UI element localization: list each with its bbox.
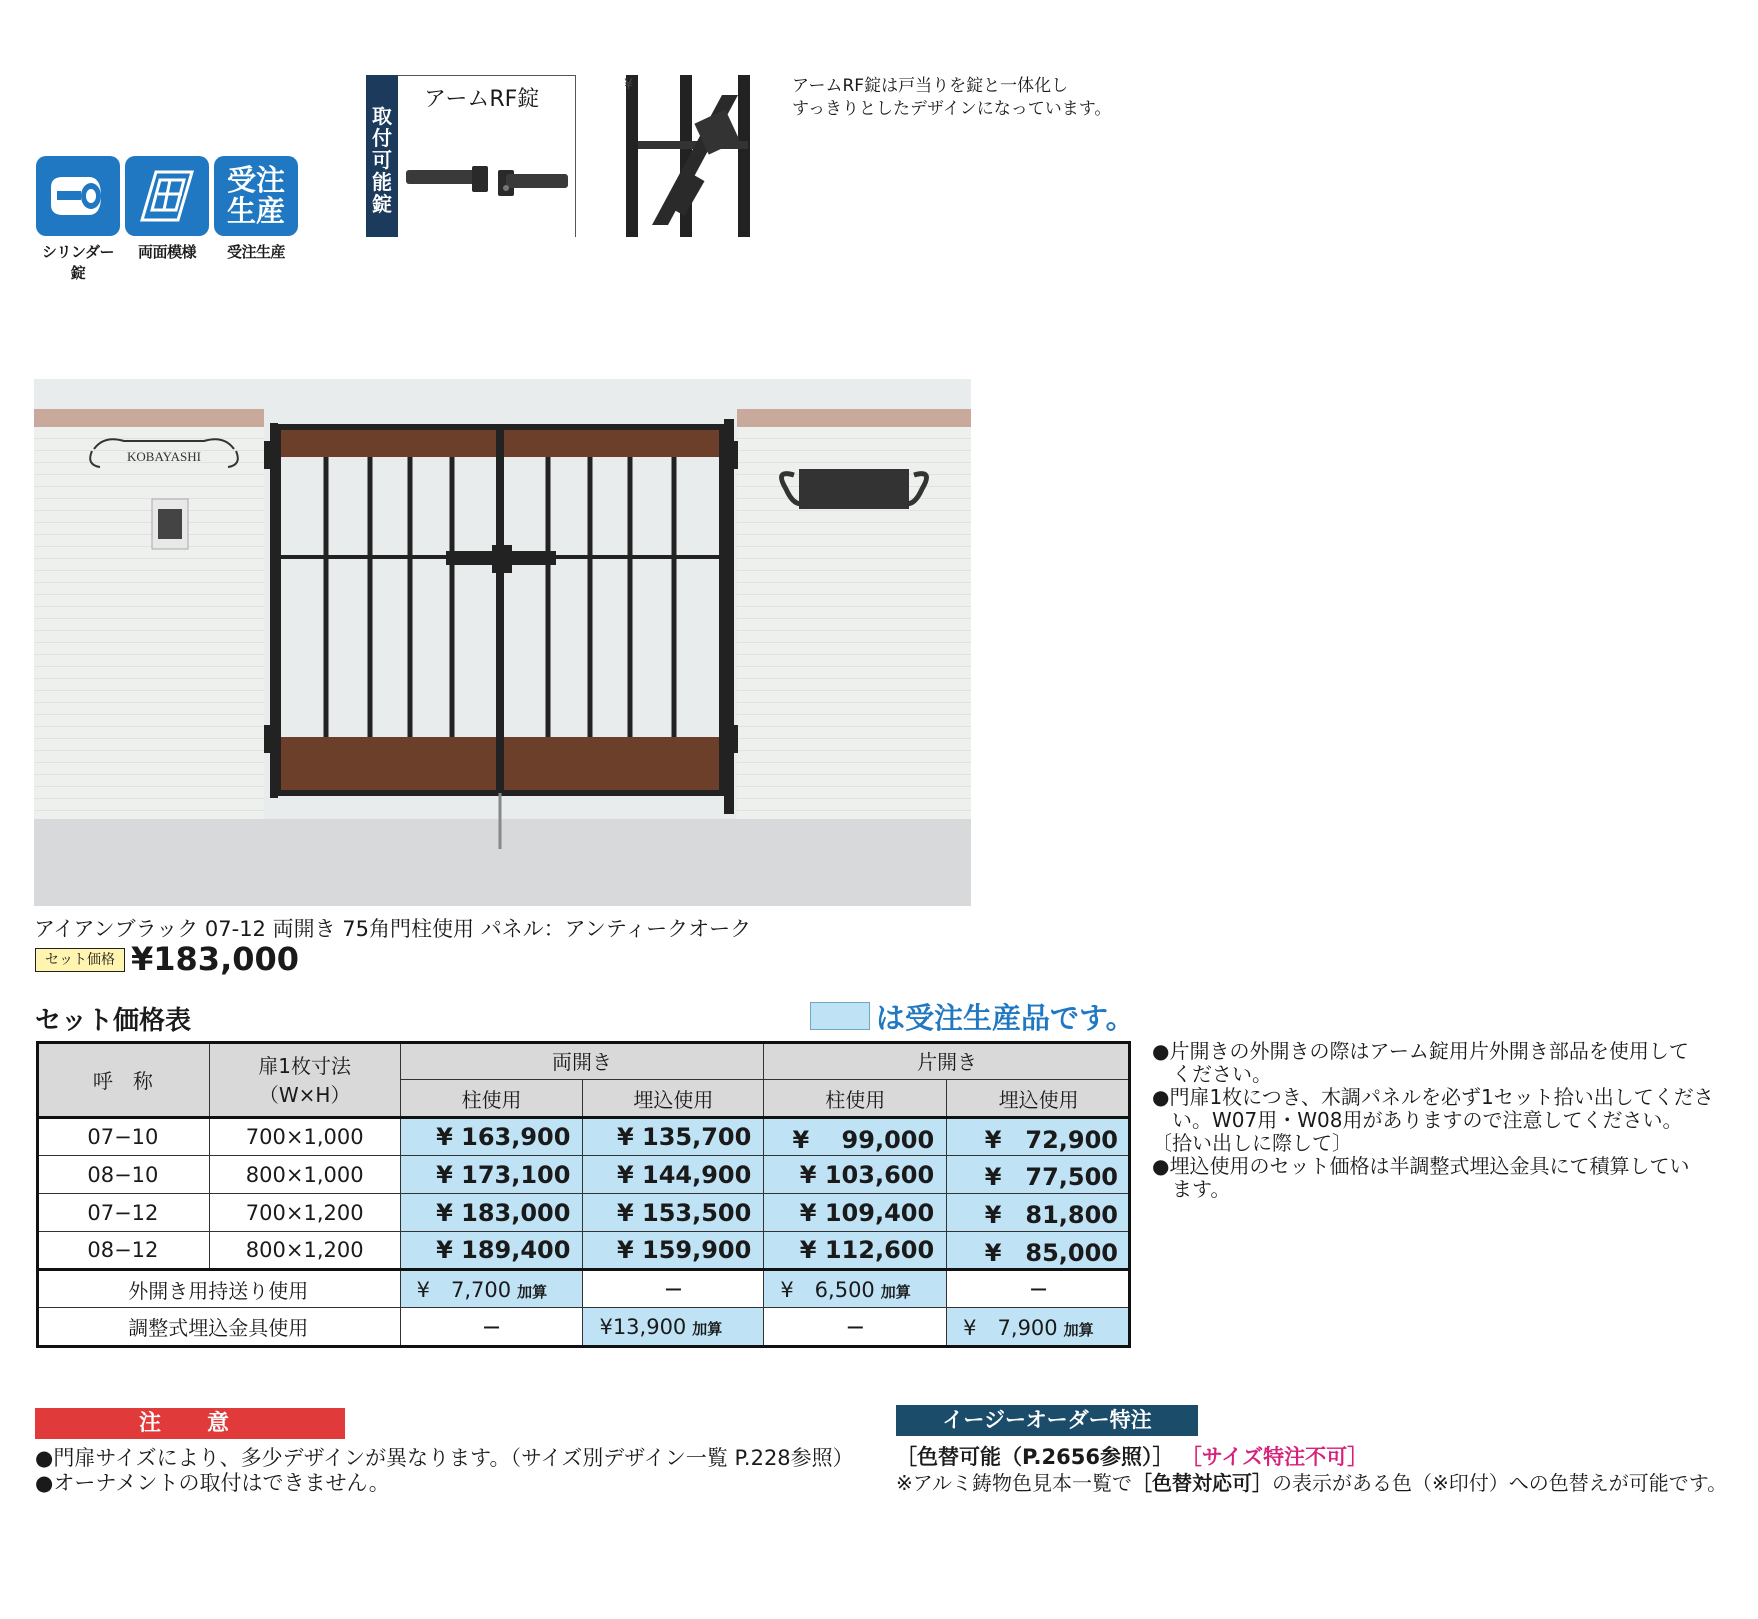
feature-caption: シリンダー錠 (42, 243, 114, 282)
price-single-post: ¥ 112,600 (764, 1232, 947, 1270)
note-line: 〔拾い出しに際して〕 (1152, 1131, 1352, 1155)
row-size: 700×1,000 (209, 1118, 400, 1156)
price-single-embed: ¥ 77,500 (947, 1156, 1131, 1194)
header-single-post: 柱使用 (764, 1080, 947, 1118)
note-line: ●門扉1枚につき、木調パネルを必ず1セット拾い出してくださ (1152, 1085, 1714, 1109)
set-price-badge: セット価格 (35, 948, 125, 972)
photo-caption: アイアンブラック 07-12 両開き 75角門柱使用 パネル：アンティークオーク (34, 917, 752, 941)
row-size: 700×1,200 (209, 1194, 400, 1232)
feature-caption: 受注生産 (226, 243, 285, 261)
nameplate-text: KOBAYASHI (127, 449, 201, 464)
feature-label-top: 受注 (226, 163, 285, 197)
price-single-post: ¥ 99,000 (764, 1118, 947, 1156)
option-add-label: 加算 (1063, 1320, 1094, 1339)
vertical-char: 付 (372, 126, 392, 150)
table-title: セット価格表 (35, 1006, 192, 1036)
row-name: 08−12 (37, 1232, 210, 1270)
lock-name: アームRF錠 (424, 87, 540, 112)
lock-handles-image (402, 160, 572, 210)
option-label: 調整式埋込金具使用 (37, 1308, 401, 1346)
note-pre: ※アルミ鋳物色見本一覧で (896, 1471, 1132, 1495)
cylinder-lock-icon (36, 156, 120, 236)
option-single-post: − (764, 1308, 947, 1346)
price-single-post: ¥ 109,400 (764, 1194, 947, 1232)
lock-vertical-text (366, 105, 398, 215)
option-double-post (400, 1270, 583, 1308)
price-double-embed: ¥ 144,900 (583, 1156, 764, 1194)
gate-photo (34, 379, 971, 906)
header-double-post: 柱使用 (400, 1080, 583, 1118)
option-double-embed: − (583, 1270, 764, 1308)
size-special-label: ［サイズ特注不可］ (1180, 1445, 1369, 1469)
note-line: い。W07用・W08用がありますので注意してください。 (1172, 1108, 1683, 1132)
header-name: 呼 称 (37, 1042, 210, 1118)
price-double-post: ¥ 163,900 (400, 1118, 583, 1156)
price-table (36, 1041, 1131, 1346)
feature-made-to-order (214, 156, 298, 262)
option-single-embed: − (947, 1270, 1131, 1308)
header-single: 片開き (764, 1042, 1131, 1080)
row-name: 07−10 (37, 1118, 210, 1156)
easy-order-note (896, 1467, 1727, 1496)
svg-text:¥: ¥ (624, 77, 633, 93)
made-to-order-icon (214, 156, 298, 236)
feature-label-bottom: 生産 (226, 194, 285, 228)
header-double-embed: 埋込使用 (583, 1080, 764, 1118)
price-single-embed: ¥ 72,900 (947, 1118, 1131, 1156)
note-line: ください。 (1172, 1062, 1272, 1086)
option-add-label: 加算 (880, 1283, 911, 1301)
row-name: 07−12 (37, 1194, 210, 1232)
option-price: ¥ 7,700 (416, 1278, 512, 1302)
vertical-char: 能 (372, 170, 392, 194)
option-price: ¥13,900 (599, 1314, 687, 1339)
option-single-embed (947, 1308, 1131, 1346)
header-size-line2: （W×H） (258, 1083, 351, 1107)
option-add-label: 加算 (517, 1283, 548, 1301)
header-double: 両開き (400, 1042, 764, 1080)
row-size: 800×1,000 (209, 1156, 400, 1194)
feature-double-sided (125, 156, 209, 262)
row-name: 08−10 (37, 1156, 210, 1194)
price-double-post: ¥ 189,400 (400, 1232, 583, 1270)
table-row (37, 1156, 1131, 1194)
option-add-label: 加算 (692, 1319, 723, 1338)
note-line: ●埋込使用のセット価格は半調整式埋込金具にて積算してい (1152, 1154, 1690, 1178)
note-post: の表示がある色（※印付）への色替えが可能です。 (1271, 1471, 1728, 1495)
option-price: ¥ 7,900 (963, 1315, 1058, 1340)
price-single-embed: ¥ 81,800 (947, 1194, 1131, 1232)
note-bold: ［色替対応可］ (1131, 1471, 1272, 1495)
table-notes (1152, 1040, 1727, 1201)
row-size: 800×1,200 (209, 1232, 400, 1270)
set-price-value: ¥183,000 (131, 940, 300, 978)
vertical-char: 錠 (372, 192, 392, 216)
price-single-post: ¥ 103,600 (764, 1156, 947, 1194)
table-row (37, 1232, 1131, 1270)
option-double-post: − (400, 1308, 583, 1346)
lock-vertical-label (366, 75, 398, 237)
option-single-post (764, 1270, 947, 1308)
option-label: 外開き用持送り使用 (37, 1270, 401, 1308)
price-double-post: ¥ 183,000 (400, 1194, 583, 1232)
caution-body (35, 1446, 854, 1496)
double-sided-pattern-icon (125, 156, 209, 236)
lock-note (792, 75, 1111, 121)
note-line: ●片開きの外開きの際はアーム錠用片外開き部品を使用して (1152, 1039, 1689, 1063)
option-row (37, 1308, 1131, 1346)
lock-note-line1: アームRF錠は戸当りを錠と一体化し (792, 76, 1069, 96)
option-price: ¥ 6,500 (780, 1278, 875, 1302)
note-line: ます。 (1172, 1177, 1231, 1201)
vertical-char: 取 (372, 104, 392, 128)
legend-text: は受注生産品です。 (876, 1001, 1135, 1035)
price-double-embed: ¥ 159,900 (583, 1232, 764, 1270)
header-single-embed: 埋込使用 (947, 1080, 1131, 1118)
price-single-embed: ¥ 85,000 (947, 1232, 1131, 1270)
lock-note-line2: すっきりとしたデザインになっています。 (792, 99, 1112, 119)
caution-line: ●門扉サイズにより、多少デザインが異なります。（サイズ別デザイン一覧 P.228参照） (35, 1446, 854, 1470)
vertical-char: 可 (372, 148, 392, 172)
price-double-embed: ¥ 135,700 (583, 1118, 764, 1156)
easy-order-title: イージーオーダー特注 (896, 1405, 1198, 1436)
caution-line: ●オーナメントの取付はできません。 (35, 1471, 390, 1495)
price-double-post: ¥ 173,100 (400, 1156, 583, 1194)
option-row (37, 1270, 1131, 1308)
header-size (209, 1042, 400, 1118)
price-double-embed: ¥ 153,500 (583, 1194, 764, 1232)
option-double-embed (583, 1308, 764, 1346)
lock-detail-image (612, 75, 774, 237)
legend-swatch (810, 1002, 870, 1030)
table-row (37, 1118, 1131, 1156)
feature-cylinder-lock (36, 156, 120, 283)
feature-caption: 両面模様 (137, 243, 196, 261)
caution-title: 注 意 (35, 1408, 345, 1439)
header-size-line1: 扉1枚寸法 (258, 1054, 352, 1078)
color-change-label: ［色替可能（P.2656参照）］ (896, 1445, 1174, 1469)
table-row (37, 1194, 1131, 1232)
